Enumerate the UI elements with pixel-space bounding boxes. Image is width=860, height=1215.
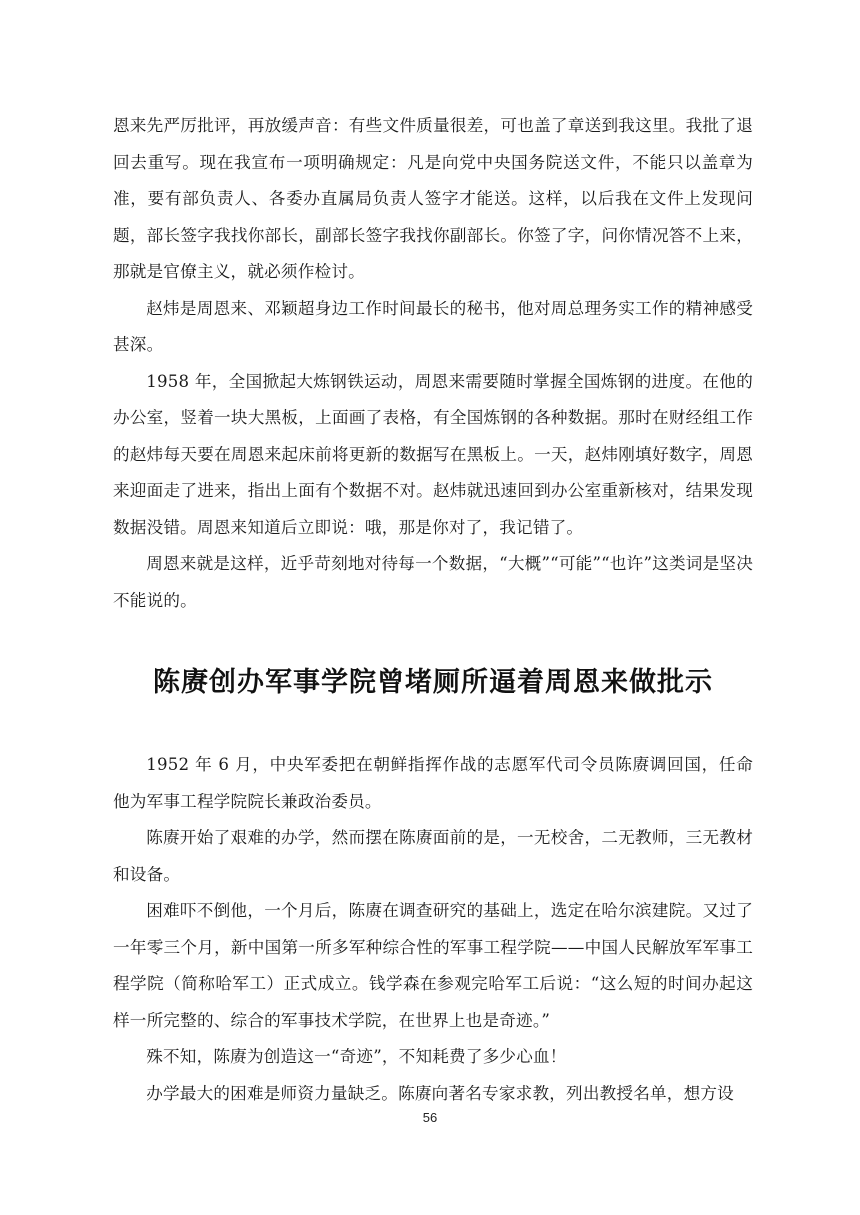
body-paragraph: 赵炜是周恩来、邓颖超身边工作时间最长的秘书，他对周总理务实工作的精神感受甚深。 bbox=[113, 298, 753, 354]
body-paragraph: 1952 年 6 月，中央军委把在朝鲜指挥作战的志愿军代司令员陈赓调回国，任命他为军事工程学院院长兼政治委员。 bbox=[113, 755, 753, 811]
body-paragraph: 周恩来就是这样，近乎苛刻地对待每一个数据，“大概”“可能”“也许”这类词是坚决不能说的。 bbox=[113, 554, 753, 610]
body-paragraph-continued: 恩来先严厉批评，再放缓声音：有些文件质量很差，可也盖了章送到我这里。我批了退回去重写。现在我宣布一项明确规定：凡是向党中央国务院送文件，不能只以盖章为准，要有部负责人、各委办直属局负责人签字才能送。这样，以后我在文件上发现问题，部长签字我找你部长，副部长签字我找你副部长。你签了字，问你情况答不上来，那就是官僚主义，就必须作检讨。 bbox=[113, 116, 753, 281]
page-body bbox=[113, 108, 753, 1112]
section-heading: 陈赓创办军事学院曾堵厕所逼着周恩来做批示 bbox=[153, 667, 713, 698]
body-paragraph-truncated: 办学最大的困难是师资力量缺乏。陈赓向著名专家求教，列出教授名单，想方设 bbox=[146, 1083, 734, 1103]
body-paragraph: 殊不知，陈赓为创造这一“奇迹”，不知耗费了多少心血！ bbox=[146, 1047, 567, 1066]
body-paragraph: 1958 年，全国掀起大炼钢铁运动，周恩来需要随时掌握全国炼钢的进度。在他的办公室，竖着一块大黑板，上面画了表格，有全国炼钢的各种数据。那时在财经组工作的赵炜每天要在周恩来起床前将更新的数据写在黑板上。一天，赵炜刚填好数字，周恩来迎面走了进来，指出上面有个数据不对。赵炜就迅速回到办公室重新核对，结果发现数据没错。周恩来知道后立即说：哦，那是你对了，我记错了。 bbox=[113, 371, 753, 537]
body-paragraph: 陈赓开始了艰难的办学，然而摆在陈赓面前的是，一无校舍，二无教师，三无教材和设备。 bbox=[113, 828, 753, 884]
page-number: 56 bbox=[422, 1110, 438, 1125]
body-paragraph: 困难吓不倒他，一个月后，陈赓在调查研究的基础上，选定在哈尔滨建院。又过了一年零三个月，新中国第一所多军种综合性的军事工程学院——中国人民解放军军事工程学院（简称哈军工）正式成立。钱学森在参观完哈军工后说：“这么短的时间办起这样一所完整的、综合的军事技术学院，在世界上也是奇迹。” bbox=[113, 901, 753, 1030]
